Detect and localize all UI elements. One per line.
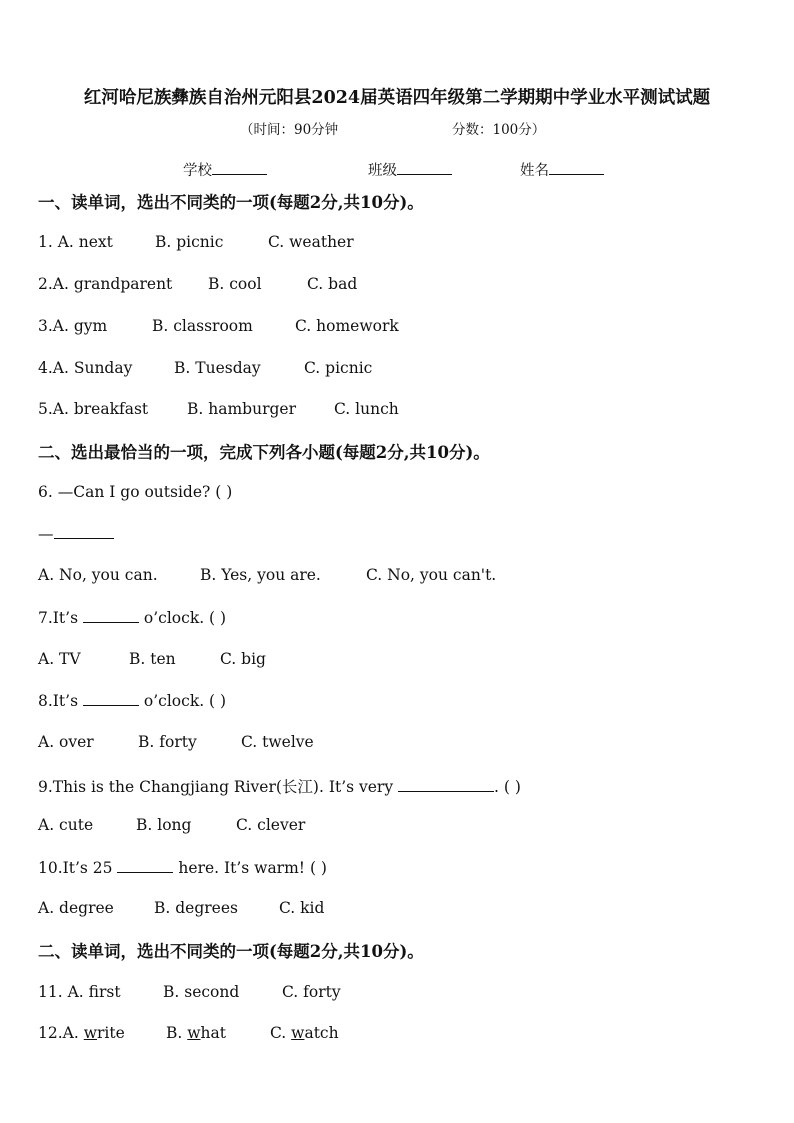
question-12 xyxy=(38,1024,758,1044)
class-field xyxy=(368,159,452,180)
question-10-options xyxy=(38,899,758,919)
answer-blank[interactable] xyxy=(83,608,139,623)
stem-text: here. It’s warm! ( ) xyxy=(178,859,327,877)
option-c[interactable]: C. forty xyxy=(282,983,341,1001)
option-a[interactable]: A. first xyxy=(67,983,121,1001)
stem-text: 9.This is the Changjiang River(长江). It’s very xyxy=(38,778,394,796)
answer-blank[interactable] xyxy=(117,858,173,873)
question-number: 2. xyxy=(38,275,53,293)
name-label: 姓名 xyxy=(520,163,549,179)
option-c[interactable]: C. kid xyxy=(279,899,325,917)
question-6-options xyxy=(38,566,758,586)
question-3 xyxy=(38,317,758,337)
option-c[interactable]: C. twelve xyxy=(241,733,314,751)
option-c[interactable]: C. big xyxy=(220,650,266,668)
question-1 xyxy=(38,233,758,253)
option-b[interactable]: B. Tuesday xyxy=(174,359,261,377)
question-10-stem xyxy=(38,858,327,877)
option-a[interactable] xyxy=(63,1024,125,1042)
question-2 xyxy=(38,275,758,295)
question-9-options xyxy=(38,816,758,836)
option-a[interactable]: A. over xyxy=(38,733,94,751)
question-8-options xyxy=(38,733,758,753)
school-blank[interactable] xyxy=(212,160,267,175)
option-text: hat xyxy=(200,1024,226,1042)
question-stem xyxy=(38,233,113,251)
option-c[interactable]: C. lunch xyxy=(334,400,399,418)
option-c[interactable]: C. weather xyxy=(268,233,354,251)
question-stem xyxy=(38,983,121,1001)
question-6-answer-line xyxy=(38,524,114,543)
option-b[interactable]: B. long xyxy=(136,816,192,834)
underlined-letter: w xyxy=(83,1024,97,1042)
stem-text: 7.It’s xyxy=(38,609,79,627)
option-b[interactable]: B. picnic xyxy=(155,233,224,251)
question-number: 5. xyxy=(38,400,53,418)
option-b[interactable]: B. second xyxy=(163,983,240,1001)
option-a[interactable]: A. cute xyxy=(38,816,94,834)
option-b[interactable]: B. hamburger xyxy=(187,400,296,418)
option-text: atch xyxy=(304,1024,339,1042)
question-stem xyxy=(38,275,172,293)
option-a[interactable]: A. next xyxy=(57,233,113,251)
option-b[interactable]: B. forty xyxy=(138,733,197,751)
school-label: 学校 xyxy=(183,163,212,179)
question-8-stem xyxy=(38,691,226,710)
question-stem xyxy=(38,317,107,335)
option-letter: A. xyxy=(62,1024,84,1042)
option-letter: B. xyxy=(166,1024,188,1042)
option-a[interactable]: A. Sunday xyxy=(52,359,133,377)
school-field xyxy=(183,159,267,180)
question-stem xyxy=(38,359,132,377)
question-5 xyxy=(38,400,758,420)
option-text: rite xyxy=(97,1024,125,1042)
option-b[interactable]: B. Yes, you are. xyxy=(200,566,321,584)
dash: — xyxy=(38,525,54,543)
section-heading: 二、读单词，选出不同类的一项(每题2分,共10分)。 xyxy=(38,942,424,961)
stem-text: . ( ) xyxy=(494,778,521,796)
question-11 xyxy=(38,983,758,1003)
exam-meta xyxy=(240,118,545,138)
question-number: 3. xyxy=(38,317,53,335)
option-c[interactable]: C. picnic xyxy=(304,359,373,377)
answer-blank[interactable] xyxy=(54,524,114,539)
question-4 xyxy=(38,359,758,379)
question-7-stem xyxy=(38,608,226,627)
option-b[interactable]: B. degrees xyxy=(154,899,238,917)
option-a[interactable]: A. No, you can. xyxy=(38,566,158,584)
option-b[interactable]: B. ten xyxy=(129,650,176,668)
class-label: 班级 xyxy=(368,163,397,179)
option-a[interactable]: A. breakfast xyxy=(52,400,149,418)
option-b[interactable]: B. cool xyxy=(208,275,262,293)
stem-text: o’clock. ( ) xyxy=(143,609,227,627)
option-a[interactable]: A. grandparent xyxy=(52,275,173,293)
option-a[interactable]: A. gym xyxy=(52,317,108,335)
option-c[interactable]: C. homework xyxy=(295,317,399,335)
option-b[interactable] xyxy=(166,1024,226,1042)
answer-blank[interactable] xyxy=(398,777,494,792)
option-a[interactable]: A. degree xyxy=(38,899,114,917)
question-6-stem: 6. —Can I go outside? ( ) xyxy=(38,483,233,501)
answer-blank[interactable] xyxy=(83,691,139,706)
question-stem xyxy=(38,400,148,418)
name-blank[interactable] xyxy=(549,160,604,175)
name-field xyxy=(520,159,604,180)
exam-time: （时间：90分钟 xyxy=(240,122,339,138)
exam-title: 红河哈尼族彝族自治州元阳县2024届英语四年级第二学期期中学业水平测试试题 xyxy=(83,88,711,108)
underlined-letter: w xyxy=(187,1024,201,1042)
stem-text: o’clock. ( ) xyxy=(143,692,227,710)
question-9-stem xyxy=(38,775,521,797)
option-a[interactable]: A. TV xyxy=(38,650,81,668)
section-heading: 二、选出最恰当的一项，完成下列各小题(每题2分,共10分)。 xyxy=(38,443,490,462)
question-number: 4. xyxy=(38,359,53,377)
stem-text: 8.It’s xyxy=(38,692,79,710)
option-letter: C. xyxy=(270,1024,292,1042)
question-number: 12. xyxy=(38,1024,63,1042)
underlined-letter: w xyxy=(291,1024,305,1042)
class-blank[interactable] xyxy=(397,160,452,175)
exam-score: 分数：100分） xyxy=(452,122,546,138)
option-c[interactable]: C. clever xyxy=(236,816,306,834)
option-b[interactable]: B. classroom xyxy=(152,317,253,335)
question-number: 11. xyxy=(38,983,68,1001)
question-stem xyxy=(38,1024,125,1042)
option-c[interactable] xyxy=(270,1024,339,1042)
stem-text: 10.It’s 25 xyxy=(38,859,113,877)
option-c[interactable]: C. bad xyxy=(307,275,358,293)
section-heading: 一、读单词，选出不同类的一项(每题2分,共10分)。 xyxy=(38,193,424,212)
question-7-options xyxy=(38,650,758,670)
option-c[interactable]: C. No, you can't. xyxy=(366,566,497,584)
question-number: 1. xyxy=(38,233,58,251)
